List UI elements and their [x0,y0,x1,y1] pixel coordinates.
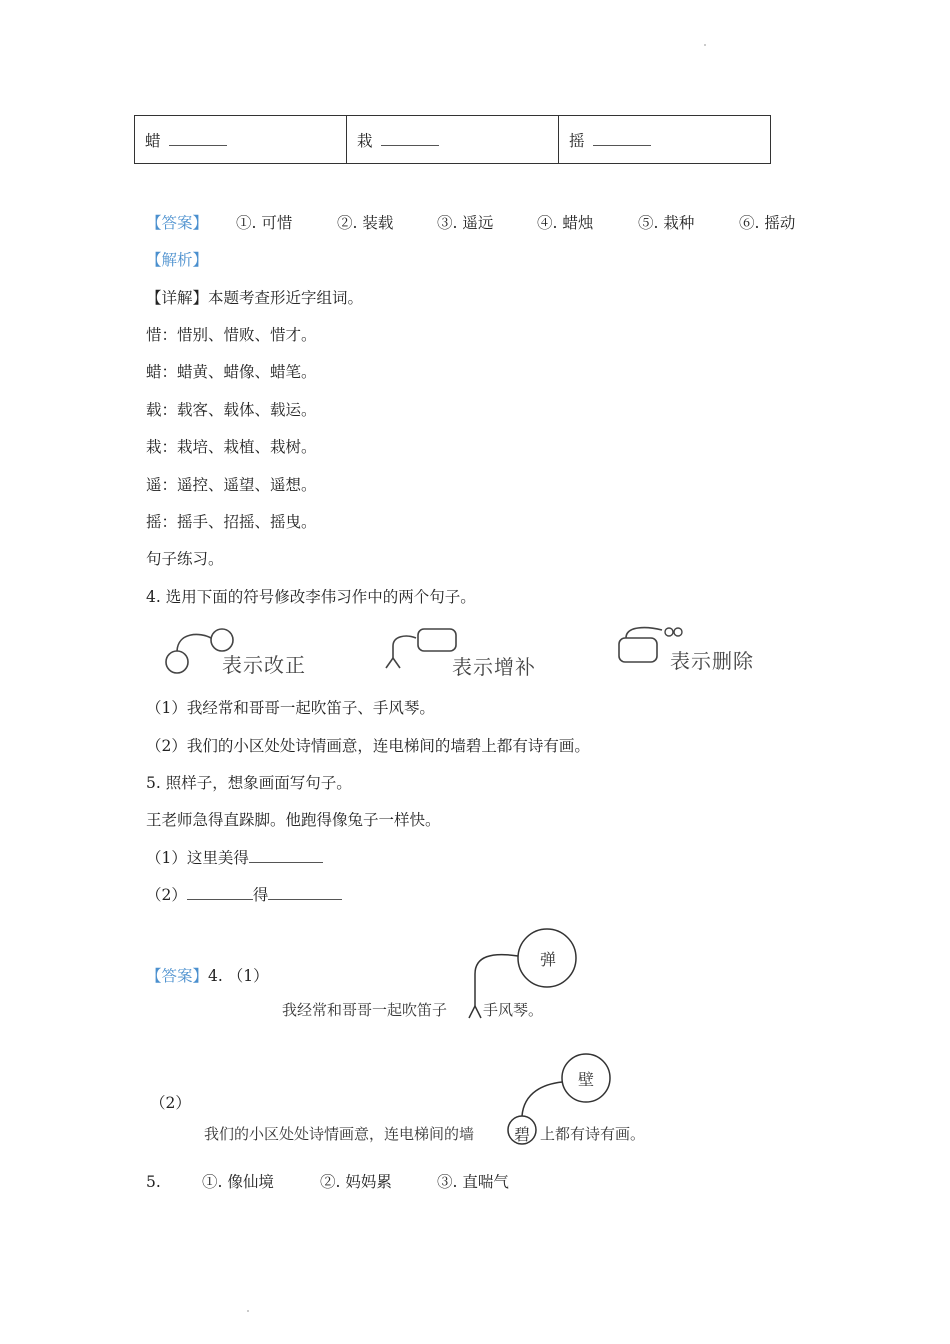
table-cell: 栽 [347,116,559,164]
question-5-title: 5. 照样子，想象画面写句子。 [146,774,352,792]
speck [704,44,706,46]
answer-row [146,213,208,233]
answer-item: ②. 装载 [337,214,394,232]
answer-blank [593,131,651,146]
fig1-text-left: 我经常和哥哥一起吹笛子 [282,1001,448,1019]
answer-item: ①. 像仙境 [202,1173,274,1191]
q5-example: 王老师急得直跺脚。他跑得像兔子一样快。 [146,811,441,829]
answer-blank [268,885,342,900]
fig2-text-left: 我们的小区处处诗情画意，连电梯间的墙 [204,1125,475,1143]
word-line: 遥：遥控、遥望、遥想。 [146,476,317,494]
word-line: 摇：摇手、招摇、摇曳。 [146,513,317,531]
char-table [134,115,771,164]
sentence-practice: 句子练习。 [146,550,224,568]
answer-label: （2） [150,1094,191,1112]
q4-sentence-2: （2）我们的小区处处诗情画意，连电梯间的墙碧上都有诗有画。 [146,737,590,755]
q5-sentence-2: （2） 得 [146,885,342,905]
symbol-label: 表示删除 [670,649,754,673]
answer-blank [187,885,253,900]
word-line: 载：载客、载体、载运。 [146,401,317,419]
table-cell: 蜡 [135,116,347,164]
symbol-label: 表示改正 [222,653,306,677]
fig1-insert-char: 弹 [539,950,556,969]
fig2-circled-char: 碧 [513,1125,530,1144]
answer-item: ③. 直喘气 [437,1173,509,1191]
answer-label: 4. （1） [208,967,269,985]
answer-tag: 【答案】 [146,967,209,985]
speck [247,1310,249,1312]
q5-sentence-1: （1）这里美得 [146,848,323,868]
answer-2-row [146,966,269,986]
question-4-title: 4. 选用下面的符号修改李伟习作中的两个句子。 [146,588,476,606]
answer-blank [249,848,323,863]
symbol-label: 表示增补 [452,655,536,679]
answer-blank [381,131,439,146]
detail-text: 【详解】本题考查形近字组词。 [146,289,364,307]
answer-item: ⑥. 摇动 [739,214,796,232]
answer-5-label: 5. [146,1173,161,1191]
answer-item: ④. 蜡烛 [537,214,594,232]
word-line: 蜡：蜡黄、蜡像、蜡笔。 [146,363,317,381]
q4-sentence-1: （1）我经常和哥哥一起吹笛子、手风琴。 [146,699,435,717]
fig2-correct-char: 壁 [577,1070,594,1089]
answer-item: ⑤. 栽种 [638,214,695,232]
answer-item: ①. 可惜 [236,214,293,232]
fig2-text-right: 上都有诗有画。 [540,1125,646,1143]
analysis-tag: 【解析】 [146,251,209,269]
answer-blank [169,131,227,146]
word-line: 惜：惜别、惜败、惜才。 [146,326,317,344]
table-cell: 摇 [559,116,771,164]
word-line: 栽：栽培、栽植、栽树。 [146,438,317,456]
answer-item: ③. 遥远 [437,214,494,232]
insert-mark-icon [462,928,582,1022]
fig1-text-right: 手风琴。 [483,1001,544,1019]
answer-item: ②. 妈妈累 [320,1173,392,1191]
answer-tag: 【答案】 [146,214,209,232]
